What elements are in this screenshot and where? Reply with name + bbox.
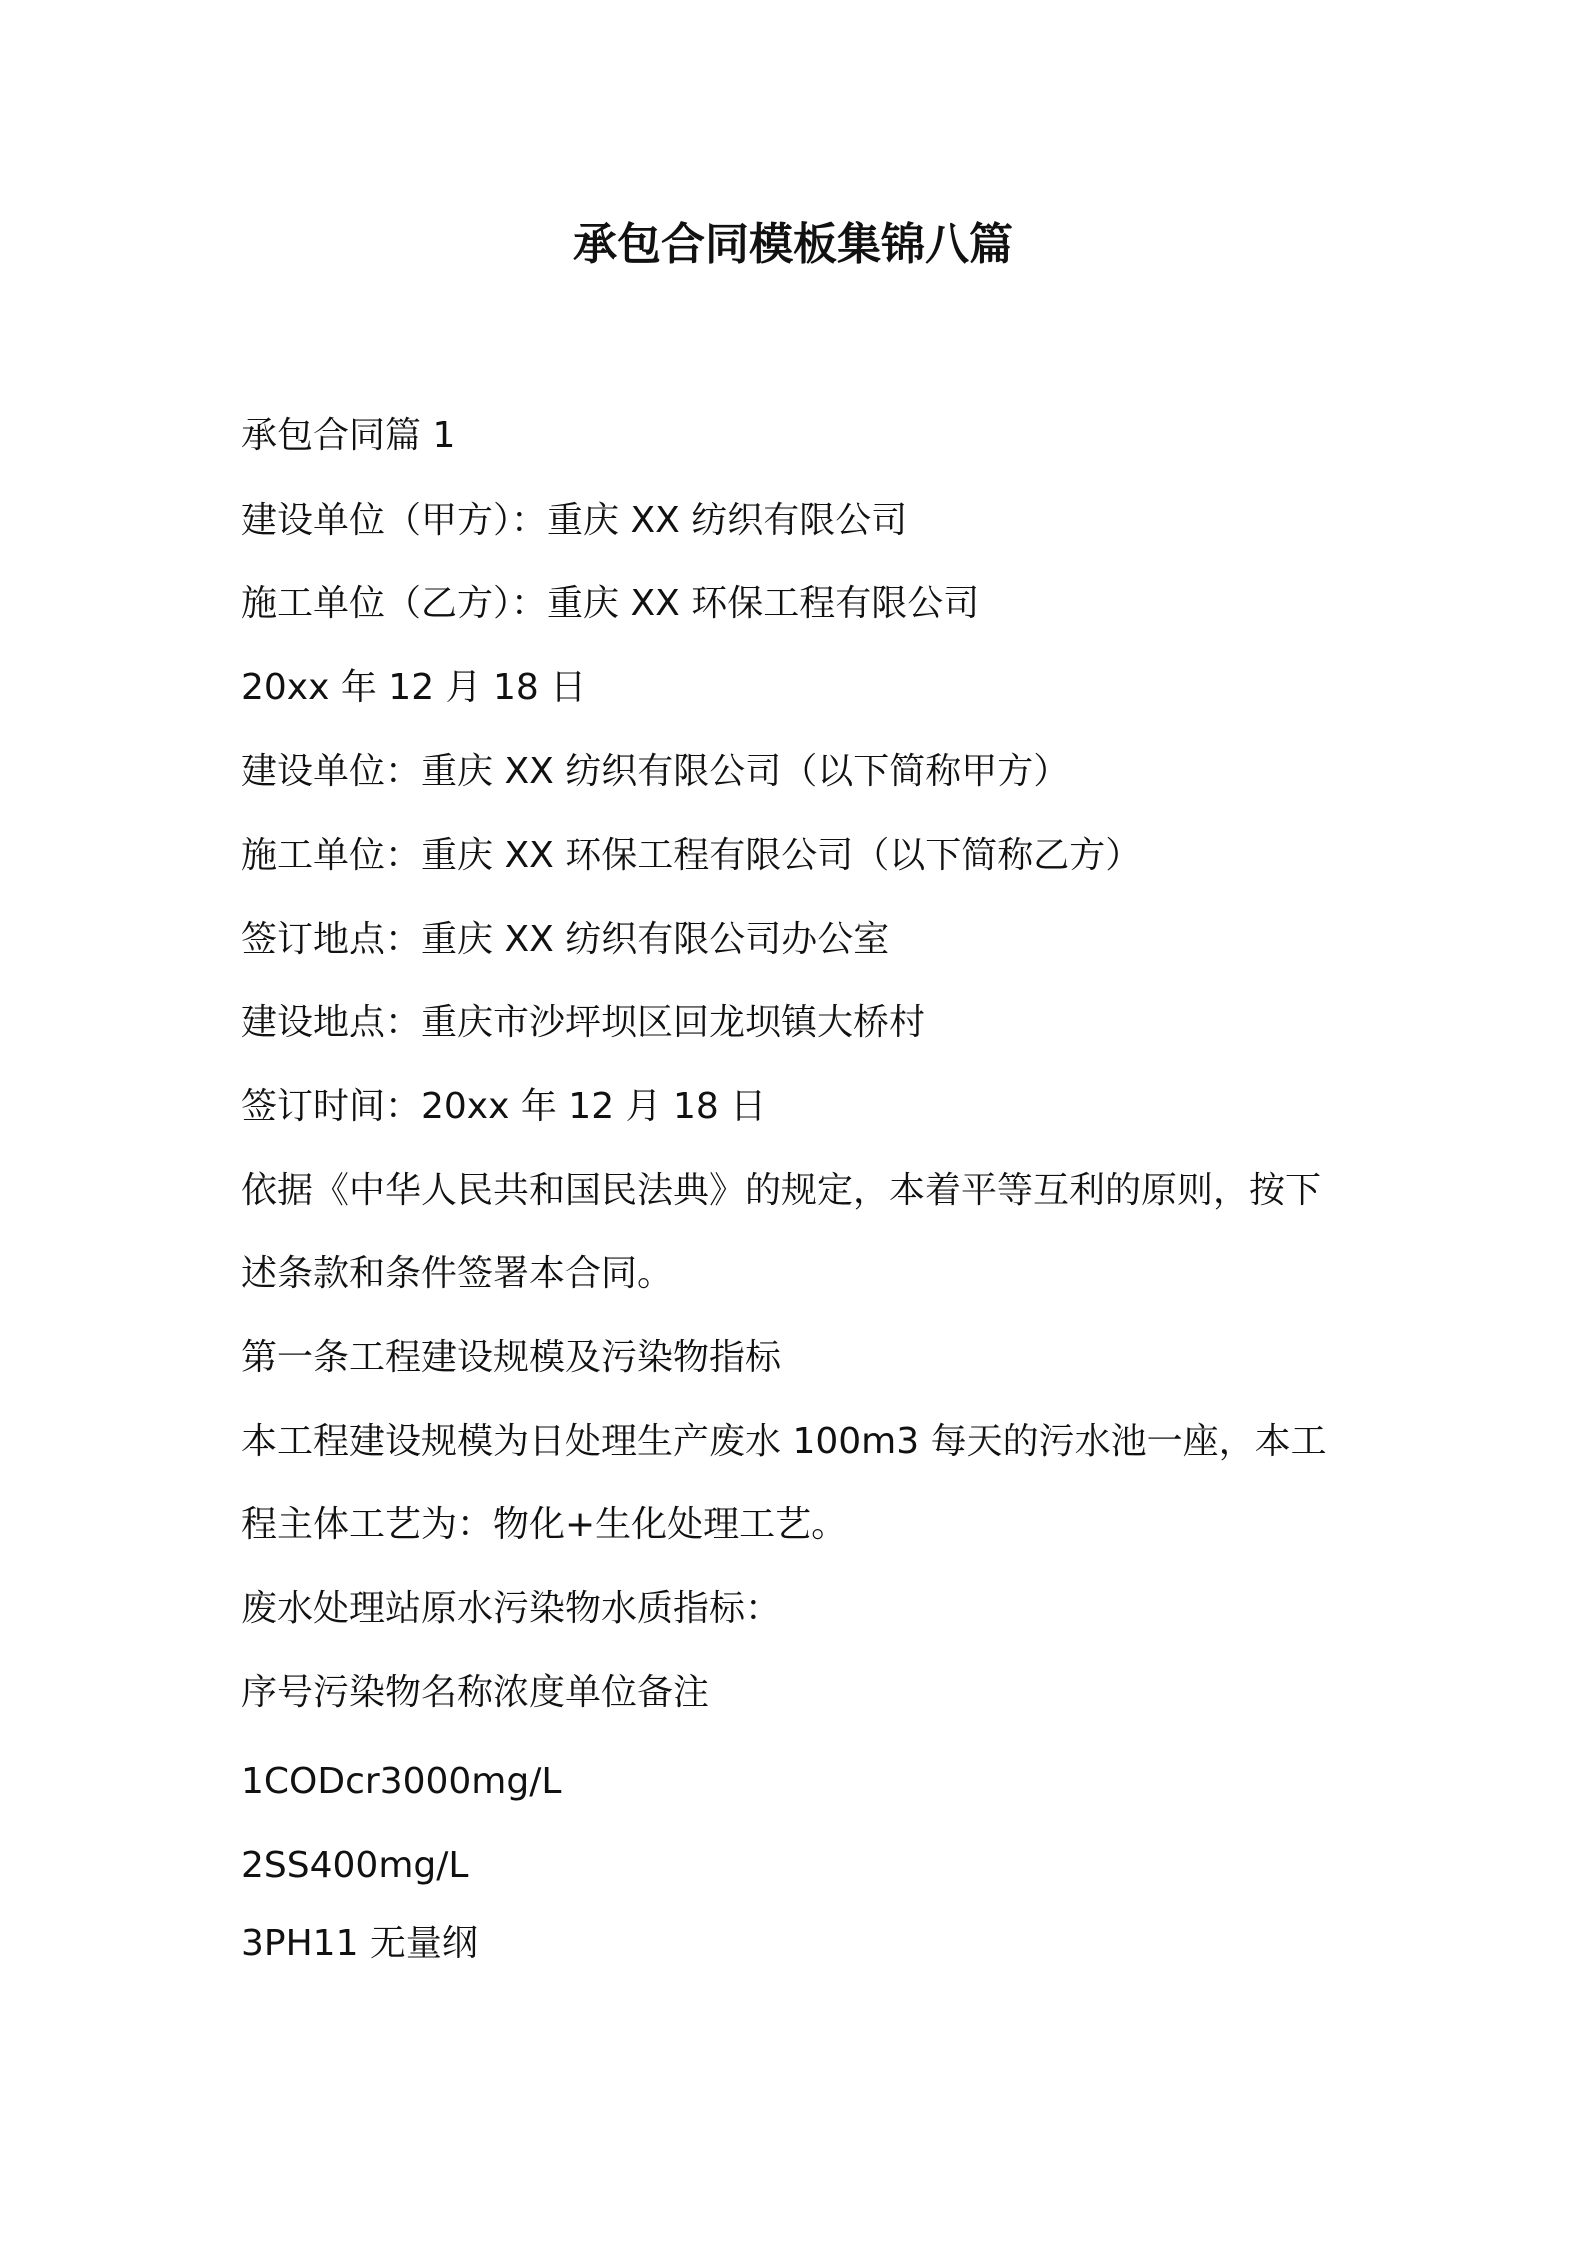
paragraph-line: 程主体工艺为：物化+生化处理工艺。 [241, 1504, 848, 1545]
text-line: 施工单位：重庆 XX 环保工程有限公司（以下简称乙方） [241, 835, 1142, 876]
text-line: 建设地点：重庆市沙坪坝区回龙坝镇大桥村 [241, 1002, 926, 1043]
paragraph-line: 述条款和条件签署本合同。 [241, 1253, 674, 1294]
article-heading: 第一条工程建设规模及污染物指标 [241, 1337, 782, 1378]
text-line: 建设单位：重庆 XX 纺织有限公司（以下简称甲方） [241, 751, 1070, 792]
table-row-line: 3PH11 无量纲 [241, 1923, 478, 1964]
table-header-line: 序号污染物名称浓度单位备注 [241, 1672, 710, 1713]
section-heading: 承包合同篇 1 [241, 415, 456, 456]
text-line: 签订地点：重庆 XX 纺织有限公司办公室 [241, 919, 890, 960]
date-line: 20xx 年 12 月 18 日 [241, 667, 587, 708]
table-row-line: 1CODcr3000mg/L [241, 1761, 562, 1802]
paragraph-line: 依据《中华人民共和国民法典》的规定，本着平等互利的原则，按下 [241, 1170, 1322, 1211]
paragraph-line: 本工程建设规模为日处理生产废水 100m3 每天的污水池一座，本工 [241, 1421, 1327, 1462]
text-line: 建设单位（甲方）：重庆 XX 纺织有限公司 [241, 500, 908, 541]
document-title: 承包合同模板集锦八篇 [573, 219, 1013, 270]
text-line: 废水处理站原水污染物水质指标： [241, 1588, 782, 1629]
table-row-line: 2SS400mg/L [241, 1845, 469, 1886]
text-line: 施工单位（乙方）：重庆 XX 环保工程有限公司 [241, 583, 980, 624]
text-line: 签订时间：20xx 年 12 月 18 日 [241, 1086, 767, 1127]
